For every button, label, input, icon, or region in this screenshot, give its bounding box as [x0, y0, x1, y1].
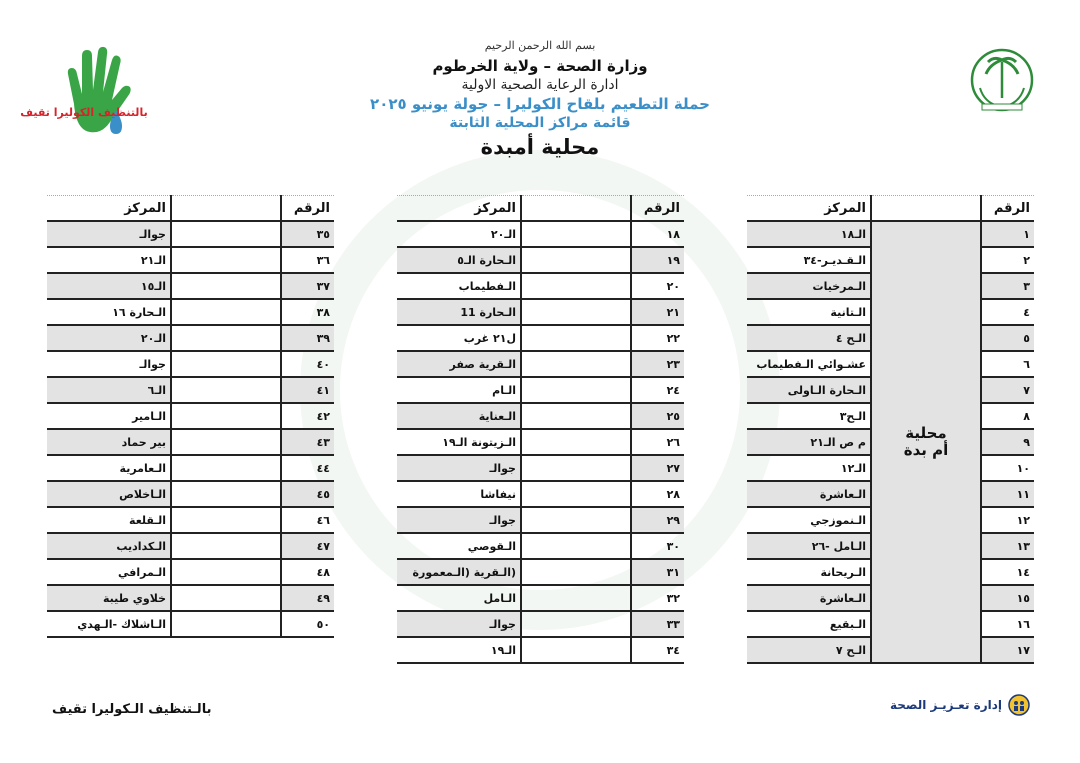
footer-slogan: بالـتنظيف الـكوليرا تقيف — [52, 702, 212, 717]
hand-icon — [20, 44, 148, 148]
table-row — [47, 429, 334, 455]
empty-cell — [521, 481, 631, 507]
center-name: الـكداديب — [47, 533, 171, 559]
table-row — [47, 611, 334, 637]
center-name: الـحارة الـ٥ — [397, 247, 521, 273]
centers-table-2 — [397, 195, 684, 664]
table-row — [397, 247, 684, 273]
table-row — [397, 481, 684, 507]
health-promotion-logo — [890, 694, 1030, 716]
table-body — [47, 221, 334, 637]
empty-cell — [521, 533, 631, 559]
center-name: الـاشلاك -الـهدي — [47, 611, 171, 637]
center-name: خلاوي طيبة — [47, 585, 171, 611]
row-number: ٢٧ — [631, 455, 684, 481]
empty-cell — [521, 351, 631, 377]
row-number: ١ — [981, 221, 1034, 247]
row-number: ٩ — [981, 429, 1034, 455]
center-name: الـ٢٠ — [47, 325, 171, 351]
table-row — [397, 533, 684, 559]
slogan-text: بالتنظيف الكوليرا تقيف — [20, 106, 148, 119]
center-name: الـ٢٠ — [397, 221, 521, 247]
campaign-title: حملة التطعيم بلقاح الكوليرا – جولة يونيو ٢٠٢٥ — [370, 95, 710, 113]
center-name: جوالـ — [47, 351, 171, 377]
center-name: الـح٣ — [747, 403, 871, 429]
table-body — [747, 221, 1034, 663]
table-row — [47, 559, 334, 585]
header-locality — [521, 196, 631, 222]
row-number: ١٥ — [981, 585, 1034, 611]
row-number: ٤٤ — [281, 455, 334, 481]
center-name: الـمرخيات — [747, 273, 871, 299]
row-number: ٣٩ — [281, 325, 334, 351]
center-name: جوالـ — [397, 611, 521, 637]
center-name: الـقلعة — [47, 507, 171, 533]
row-number: ٢٦ — [631, 429, 684, 455]
table-row — [397, 429, 684, 455]
row-number: ٣٠ — [631, 533, 684, 559]
empty-cell — [171, 455, 281, 481]
table-row — [47, 299, 334, 325]
department-title: ادارة الرعاية الصحية الاولية — [461, 77, 619, 93]
emblem-icon — [962, 44, 1042, 116]
row-number: ١٣ — [981, 533, 1034, 559]
empty-cell — [171, 429, 281, 455]
table-row — [397, 273, 684, 299]
header-locality — [171, 196, 281, 222]
center-name: الـقـديـر-٣٤ — [747, 247, 871, 273]
row-number: ٤٥ — [281, 481, 334, 507]
empty-cell — [521, 273, 631, 299]
empty-cell — [171, 377, 281, 403]
ministry-title: وزارة الصحة – ولاية الخرطوم — [432, 57, 648, 75]
basmala: بسم الله الرحمن الرحيم — [484, 39, 596, 52]
center-name: الـقرية صفر — [397, 351, 521, 377]
empty-cell — [171, 585, 281, 611]
center-name: الـام — [397, 377, 521, 403]
row-number: ١٧ — [981, 637, 1034, 663]
empty-cell — [171, 273, 281, 299]
center-name: الـمرافي — [47, 559, 171, 585]
row-number: ١٩ — [631, 247, 684, 273]
health-promotion-text: إدارة تعـزيـز الصحة — [890, 698, 1003, 712]
header-locality — [871, 196, 981, 222]
row-number: ٢٥ — [631, 403, 684, 429]
empty-cell — [521, 585, 631, 611]
table-row — [397, 403, 684, 429]
row-number: ١٤ — [981, 559, 1034, 585]
row-number: ٨ — [981, 403, 1034, 429]
row-number: ٢١ — [631, 299, 684, 325]
row-number: ٣ — [981, 273, 1034, 299]
table-row — [47, 455, 334, 481]
empty-cell — [171, 299, 281, 325]
document-header — [300, 36, 780, 162]
row-number: ٣٧ — [281, 273, 334, 299]
table-row — [47, 533, 334, 559]
row-number: ٢٣ — [631, 351, 684, 377]
empty-cell — [521, 403, 631, 429]
header-center: المركز — [747, 196, 871, 222]
row-number: ٤١ — [281, 377, 334, 403]
row-number: ٥ — [981, 325, 1034, 351]
center-name: الـبقيع — [747, 611, 871, 637]
center-name: بير حماد — [47, 429, 171, 455]
row-number: ٤٢ — [281, 403, 334, 429]
row-number: ٢٤ — [631, 377, 684, 403]
center-name: الـزيتونة الـ١٩ — [397, 429, 521, 455]
empty-cell — [521, 377, 631, 403]
center-name: الـاخلاص — [47, 481, 171, 507]
row-number: ٤ — [981, 299, 1034, 325]
empty-cell — [521, 299, 631, 325]
center-name: نيفاشا — [397, 481, 521, 507]
empty-cell — [521, 637, 631, 663]
empty-cell — [171, 325, 281, 351]
empty-cell — [171, 247, 281, 273]
header-number: الرقم — [631, 196, 684, 222]
center-name: الـفطيماب — [397, 273, 521, 299]
table-row — [47, 273, 334, 299]
center-name: الـعاشرة — [747, 481, 871, 507]
center-name: الـعاشرة — [747, 585, 871, 611]
center-name: الـقوصي — [397, 533, 521, 559]
center-name: جوالـ — [47, 221, 171, 247]
center-name: الـامير — [47, 403, 171, 429]
table-row — [397, 585, 684, 611]
header-number: الرقم — [281, 196, 334, 222]
row-number: ١٠ — [981, 455, 1034, 481]
empty-cell — [521, 325, 631, 351]
center-name: الـ٢١ — [47, 247, 171, 273]
center-name: الـح ٤ — [747, 325, 871, 351]
row-number: ٤٩ — [281, 585, 334, 611]
center-name: (الـقرية (الـمعمورة — [397, 559, 521, 585]
table-body — [397, 221, 684, 663]
table-row — [397, 351, 684, 377]
empty-cell — [171, 507, 281, 533]
empty-cell — [171, 611, 281, 637]
row-number: ٣٨ — [281, 299, 334, 325]
empty-cell — [521, 559, 631, 585]
list-title: قائمة مراكز المحلية الثابتة — [449, 115, 631, 131]
center-name: الـحارة الـاولى — [747, 377, 871, 403]
table-row — [747, 221, 1034, 247]
row-number: ٣٣ — [631, 611, 684, 637]
center-name: م ص الـ٢١ — [747, 429, 871, 455]
center-name: الـ١٨ — [747, 221, 871, 247]
center-name: الـعامرية — [47, 455, 171, 481]
row-number: ٤٦ — [281, 507, 334, 533]
row-number: ٢٩ — [631, 507, 684, 533]
empty-cell — [521, 455, 631, 481]
empty-cell — [171, 481, 281, 507]
header-center: المركز — [397, 196, 521, 222]
empty-cell — [171, 533, 281, 559]
center-name: الـتانية — [747, 299, 871, 325]
table-row — [397, 325, 684, 351]
table-row — [47, 481, 334, 507]
row-number: ٥٠ — [281, 611, 334, 637]
row-number: ١٢ — [981, 507, 1034, 533]
ministry-emblem-logo — [962, 44, 1042, 116]
center-name: الـ١٩ — [397, 637, 521, 663]
center-name: الـح ٧ — [747, 637, 871, 663]
table-row — [47, 403, 334, 429]
center-name: جوالـ — [397, 455, 521, 481]
row-number: ٢ — [981, 247, 1034, 273]
empty-cell — [171, 403, 281, 429]
table-row — [47, 247, 334, 273]
empty-cell — [171, 221, 281, 247]
center-name: ل٢١ غرب — [397, 325, 521, 351]
row-number: ٤٧ — [281, 533, 334, 559]
center-name: الـامل -٢٦ — [747, 533, 871, 559]
locality-title: محلية أمبدة — [480, 135, 600, 159]
center-name: الـامل — [397, 585, 521, 611]
table-row — [397, 559, 684, 585]
row-number: ٤٨ — [281, 559, 334, 585]
empty-cell — [521, 429, 631, 455]
empty-cell — [171, 559, 281, 585]
row-number: ٦ — [981, 351, 1034, 377]
row-number: ٣٥ — [281, 221, 334, 247]
row-number: ٣١ — [631, 559, 684, 585]
center-name: الـ١٢ — [747, 455, 871, 481]
center-name: جوالـ — [397, 507, 521, 533]
table-row — [397, 455, 684, 481]
locality-label-line2: أم بدة — [903, 441, 949, 459]
cholera-campaign-logo — [20, 44, 148, 148]
row-number: ٢٠ — [631, 273, 684, 299]
locality-merged-cell — [871, 221, 981, 663]
center-name: عشـوائي الـفطيماب — [747, 351, 871, 377]
row-number: ١٦ — [981, 611, 1034, 637]
center-name: الـ١٥ — [47, 273, 171, 299]
row-number: ٧ — [981, 377, 1034, 403]
centers-table-1 — [747, 195, 1034, 664]
center-name: الـعناية — [397, 403, 521, 429]
locality-label-line1: محلية — [905, 424, 947, 442]
center-name: الـنموزجي — [747, 507, 871, 533]
header-center: المركز — [47, 196, 171, 222]
row-number: ٤٣ — [281, 429, 334, 455]
empty-cell — [521, 611, 631, 637]
table-row — [47, 585, 334, 611]
table-row — [397, 221, 684, 247]
health-promotion-icon — [1008, 694, 1030, 716]
center-name: الـحارة 11 — [397, 299, 521, 325]
row-number: ١٨ — [631, 221, 684, 247]
center-name: الـ٦ — [47, 377, 171, 403]
table-row — [397, 611, 684, 637]
empty-cell — [521, 247, 631, 273]
table-row — [397, 507, 684, 533]
header-number: الرقم — [981, 196, 1034, 222]
empty-cell — [171, 351, 281, 377]
table-row — [47, 377, 334, 403]
table-row — [397, 377, 684, 403]
table-row — [47, 221, 334, 247]
row-number: ٣٦ — [281, 247, 334, 273]
row-number: ٢٢ — [631, 325, 684, 351]
row-number: ٣٤ — [631, 637, 684, 663]
table-row — [397, 637, 684, 663]
center-name: الـحارة ١٦ — [47, 299, 171, 325]
table-row — [47, 351, 334, 377]
empty-cell — [521, 221, 631, 247]
center-name: الـريحانة — [747, 559, 871, 585]
table-row — [47, 325, 334, 351]
table-row — [397, 299, 684, 325]
row-number: ١١ — [981, 481, 1034, 507]
centers-table-3 — [47, 195, 334, 638]
table-row — [47, 507, 334, 533]
row-number: ٢٨ — [631, 481, 684, 507]
empty-cell — [521, 507, 631, 533]
row-number: ٤٠ — [281, 351, 334, 377]
row-number: ٣٢ — [631, 585, 684, 611]
